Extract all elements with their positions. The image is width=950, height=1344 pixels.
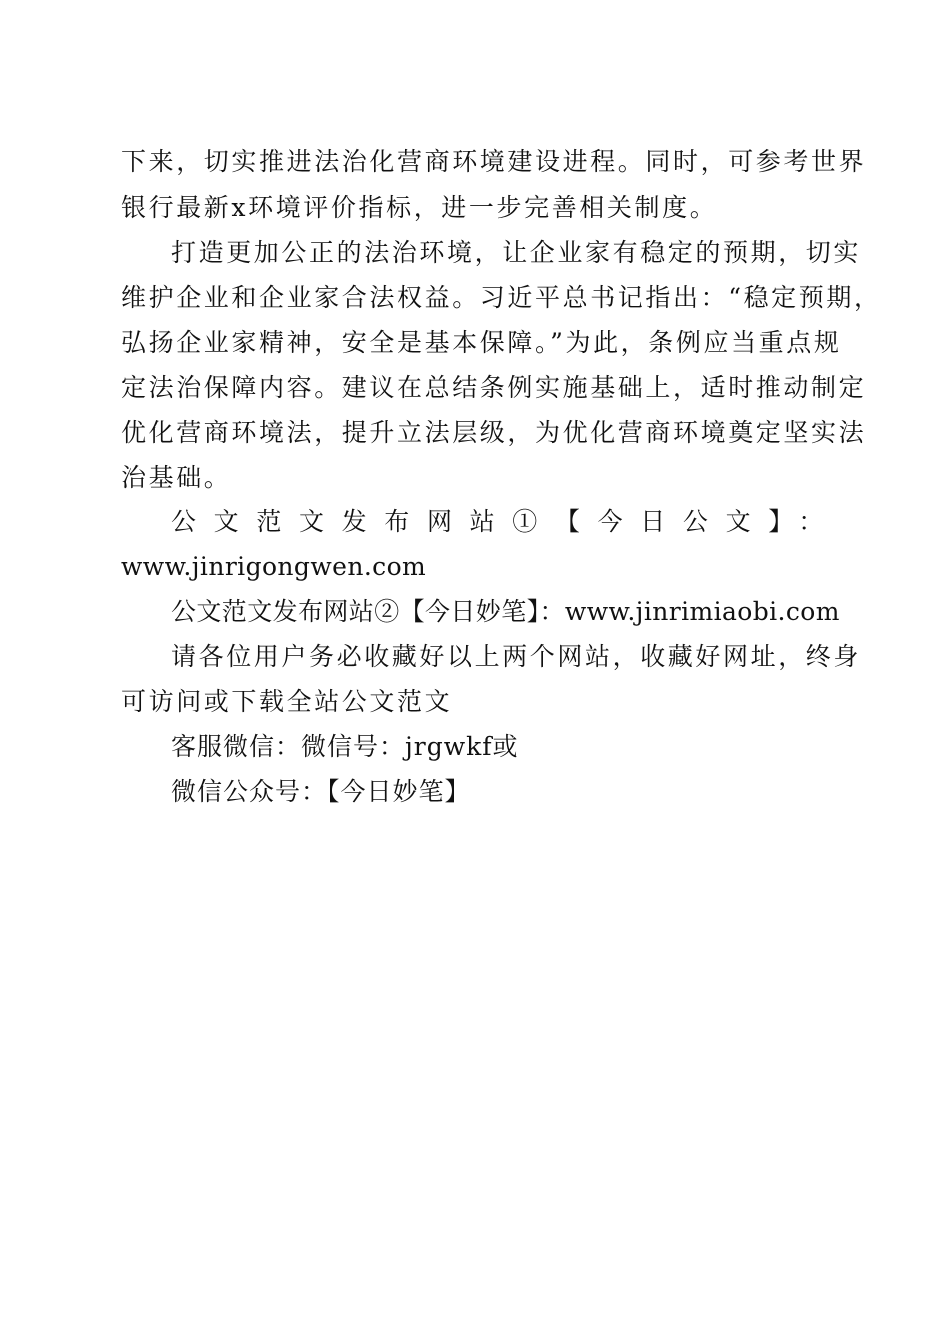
notice-line-1: 请各位用户务必收藏好以上两个网站，收藏好网址，终身 [171,642,862,671]
paragraph-1-line-1: 下来，切实推进法治化营商环境建设进程。同时，可参考世界 [121,147,867,176]
paragraph-2-line-5: 优化营商环境法，提升立法层级，为优化营商环境奠定坚实法 [121,418,867,447]
paragraph-2-line-1: 打造更加公正的法治环境，让企业家有稳定的预期，切实 [171,238,862,267]
site-1-url[interactable]: www.jinrigongwen.com [121,552,427,581]
official-account-line: 微信公众号：【今日妙笔】 [171,777,471,806]
site-1-label: 公文范文发布网站①【今日公文】： [171,507,826,536]
paragraph-2-line-2: 维护企业和企业家合法权益。习近平总书记指出：“稳定预期， [121,283,882,312]
paragraph-1-line-2: 银行最新x环境评价指标，进一步完善相关制度。 [121,193,718,222]
paragraph-2-line-6: 治基础。 [121,463,232,492]
wechat-line: 客服微信：微信号：jrgwkf或 [171,732,519,761]
paragraph-2-line-3: 弘扬企业家精神，安全是基本保障。”为此，条例应当重点规 [121,328,842,357]
notice-line-2: 可访问或下载全站公文范文 [121,687,453,716]
site-2-line[interactable]: 公文范文发布网站②【今日妙笔】：www.jinrimiaobi.com [171,597,840,626]
paragraph-2-line-4: 定法治保障内容。建议在总结条例实施基础上，适时推动制定 [121,373,867,402]
